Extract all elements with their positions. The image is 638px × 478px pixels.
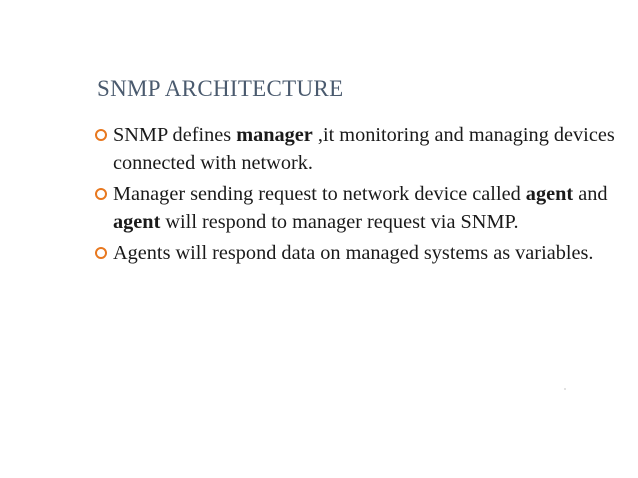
bullet-text: Manager sending request to network device called	[113, 183, 526, 205]
slide-title: SNMP ARCHITECTURE	[97, 76, 344, 101]
bullet-circle-icon	[95, 129, 107, 141]
stray-dot	[564, 388, 566, 390]
bullet-text: will respond to manager request via SNMP.	[160, 211, 519, 233]
bullet-item-manager	[95, 121, 625, 177]
bold-term-agent: agent	[525, 183, 574, 205]
bullet-text: ,it monitoring and managing devices connected with network.	[113, 124, 615, 174]
bold-term-agent: agent	[113, 211, 161, 233]
bullet-text: Agents will respond data on managed systems as variables.	[113, 242, 594, 264]
bullet-item-agent	[95, 180, 625, 236]
bold-term-manager: manager	[236, 124, 313, 146]
bullet-list	[95, 121, 625, 270]
bullet-circle-icon	[95, 247, 107, 259]
bullet-text: and	[573, 183, 608, 205]
bullet-item-variables	[95, 239, 625, 267]
bullet-text: SNMP defines	[113, 124, 237, 146]
bullet-circle-icon	[95, 188, 107, 200]
